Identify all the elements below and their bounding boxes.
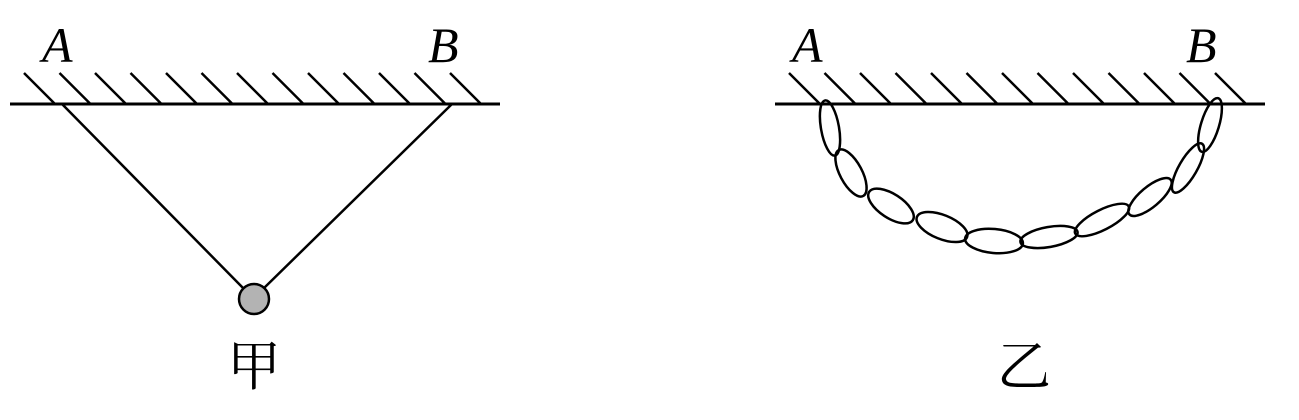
chain-link-6 [1019,222,1080,252]
chain-link-9 [1166,139,1210,196]
chain [816,96,1227,256]
chain-link-5 [964,227,1024,256]
chain-link-7 [1071,197,1134,242]
left-hatch-mark [415,73,446,104]
string-a-left [62,104,245,290]
left-hatch-mark [95,73,126,104]
ceiling-hatch-right [789,73,1246,104]
left-hatch-mark [308,73,339,104]
right-hatch-mark [1073,73,1104,104]
left-hatch-mark [24,73,55,104]
right-hatch-mark [825,73,856,104]
label-point-b-right: B [1186,17,1217,73]
ball [239,284,269,314]
left-hatch-mark [344,73,375,104]
label-point-a-right: A [792,17,823,73]
ceiling-hatch-left [24,73,481,104]
figure-right [775,17,1265,398]
right-hatch-mark [931,73,962,104]
right-hatch-mark [967,73,998,104]
left-hatch-mark [166,73,197,104]
right-hatch-mark [1109,73,1140,104]
right-hatch-mark [1002,73,1033,104]
label-point-a-left: A [42,17,73,73]
right-hatch-mark [896,73,927,104]
right-hatch-mark [1180,73,1211,104]
caption-left: 甲 [227,335,281,398]
right-hatch-mark [1144,73,1175,104]
left-hatch-mark [202,73,233,104]
figure-left [10,17,500,398]
label-point-b-left: B [428,17,459,73]
right-hatch-mark [789,73,820,104]
left-hatch-mark [131,73,162,104]
chain-link-4 [912,206,971,248]
left-hatch-mark [379,73,410,104]
right-hatch-mark [860,73,891,104]
left-hatch-mark [450,73,481,104]
string-b-left [262,104,452,290]
left-hatch-mark [237,73,268,104]
caption-right: 乙 [997,335,1051,398]
chain-link-2 [829,145,873,201]
right-hatch-mark [1038,73,1069,104]
chain-link-3 [863,182,920,230]
left-hatch-mark [273,73,304,104]
chain-link-8 [1123,172,1177,222]
left-hatch-mark [60,73,91,104]
